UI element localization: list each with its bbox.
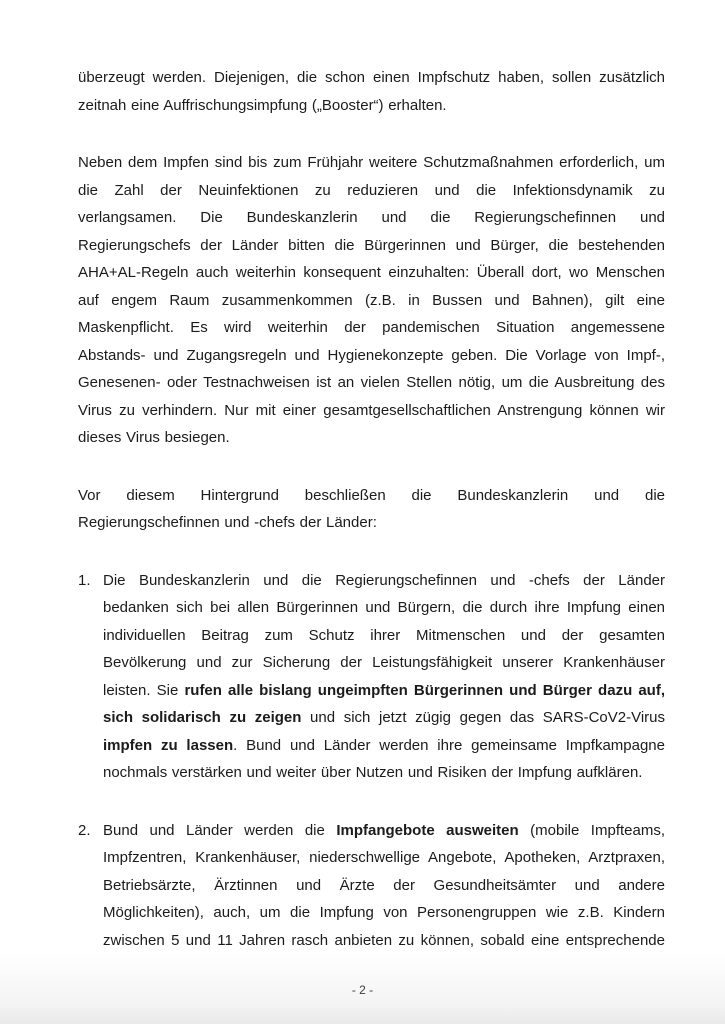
text-run: Bund und Länder werden die <box>103 821 337 839</box>
bold-text-run: impfen zu lassen <box>103 736 234 754</box>
list-number: 1. <box>78 571 91 589</box>
text-line <box>78 287 665 315</box>
text-run: dieses Virus besiegen. <box>78 429 230 446</box>
text-run: und sich jetzt zügig gegen das SARS-CoV2-Virus <box>301 709 665 726</box>
text-run: individuellen Beitrag zum Schutz ihrer Mitmenschen und der gesamten <box>103 626 665 644</box>
text-line <box>103 817 665 845</box>
text-run: Abstands- und Zugangsregeln und Hygienekonzepte geben. Die Vorlage von Impf-, <box>78 346 665 364</box>
bold-text-run: sich solidarisch zu zeigen <box>103 709 302 726</box>
text-run: bedanken sich bei allen Bürgerinnen und Bürgern, die durch ihre Impfung einen <box>103 599 665 616</box>
text-line <box>78 369 665 397</box>
text-run: (mobile Impfteams, <box>518 821 665 839</box>
text-line <box>78 259 665 287</box>
text-run: nochmals verstärken und weiter über Nutzen und Risiken der Impfung aufklären. <box>103 764 643 781</box>
text-run: Vor diesem Hintergrund beschließen die Bundeskanzlerin und die <box>78 486 665 504</box>
text-line <box>78 482 665 510</box>
text-line <box>103 872 665 900</box>
list-item <box>78 567 665 787</box>
text-line <box>103 649 665 677</box>
text-run: Regierungschefinnen und -chefs der Länder: <box>78 514 377 531</box>
text-run: Impfzentren, Krankenhäuser, niederschwellige Angebote, Apotheken, Arztpraxen, <box>103 849 665 866</box>
text-run: leisten. Sie <box>103 681 185 699</box>
text-line <box>78 64 665 92</box>
text-run: Virus zu verhindern. Nur mit einer gesamtgesellschaftlichen Anstrengung können wir <box>78 401 665 419</box>
page-number: - 2 - <box>351 983 374 997</box>
text-run: Regierungschefs der Länder bitten die Bürgerinnen und Bürger, die bestehenden <box>78 236 665 254</box>
paragraph <box>78 149 665 452</box>
text-line <box>103 704 665 732</box>
text-line <box>103 677 665 705</box>
text-line <box>103 899 665 927</box>
text-run: die Zahl der Neuinfektionen zu reduzieren und die Infektionsdynamik zu <box>78 181 665 199</box>
text-run: Genesenen- oder Testnachweisen ist an vielen Stellen nötig, um die Ausbreitung des <box>78 374 665 391</box>
text-run: . Bund und Länder werden ihre gemeinsame Impfkampagne <box>233 736 665 754</box>
text-line <box>78 314 665 342</box>
text-line <box>78 397 665 425</box>
text-run: Betriebsärzte, Ärztinnen und Ärzte der Gesundheitsämter und andere <box>103 876 665 894</box>
text-line <box>103 622 665 650</box>
document-body <box>78 64 665 984</box>
text-run: auf engem Raum zusammenkommen (z.B. in Bussen und Bahnen), gilt eine <box>78 291 665 309</box>
text-run: verlangsamen. Die Bundeskanzlerin und die Regierungschefinnen und <box>78 209 665 226</box>
text-run: Neben dem Impfen sind bis zum Frühjahr weitere Schutzmaßnahmen erforderlich, um <box>78 154 665 171</box>
text-line <box>103 732 665 760</box>
text-line <box>78 204 665 232</box>
list-item <box>78 817 665 955</box>
bold-text-run: Impfangebote ausweiten <box>336 821 519 839</box>
text-run: überzeugt werden. Diejenigen, die schon einen Impfschutz haben, sollen zusätzlich <box>78 69 665 86</box>
text-run: Die Bundeskanzlerin und die Regierungschefinnen und -chefs der Länder <box>103 571 665 589</box>
text-run: zeitnah eine Auffrischungsimpfung („Booster“) erhalten. <box>78 96 447 114</box>
text-run: Möglichkeiten), auch, um die Impfung von Personengruppen wie z.B. Kindern <box>103 904 665 921</box>
text-line <box>78 92 665 120</box>
text-line <box>78 177 665 205</box>
text-run: zwischen 5 und 11 Jahren rasch anbieten zu können, sobald eine entsprechende <box>103 931 665 949</box>
text-line <box>78 509 665 537</box>
text-run: AHA+AL-Regeln auch weiterhin konsequent einzuhalten: Überall dort, wo Menschen <box>78 264 665 281</box>
text-run: Bevölkerung und zur Sicherung der Leistungsfähigkeit unserer Krankenhäuser <box>103 654 665 671</box>
text-line <box>78 232 665 260</box>
text-line <box>103 594 665 622</box>
text-line <box>103 567 665 595</box>
text-line <box>78 149 665 177</box>
text-line <box>78 342 665 370</box>
text-line <box>78 424 665 452</box>
paragraph <box>78 482 665 537</box>
text-line <box>103 927 665 955</box>
bold-text-run: rufen alle bislang ungeimpften Bürgerinnen und Bürger dazu auf, <box>184 681 666 699</box>
text-line <box>103 844 665 872</box>
text-line <box>103 759 665 787</box>
paragraph <box>78 64 665 119</box>
list-number: 2. <box>78 821 91 839</box>
text-run: Maskenpflicht. Es wird weiterhin der pandemischen Situation angemessene <box>78 319 665 336</box>
